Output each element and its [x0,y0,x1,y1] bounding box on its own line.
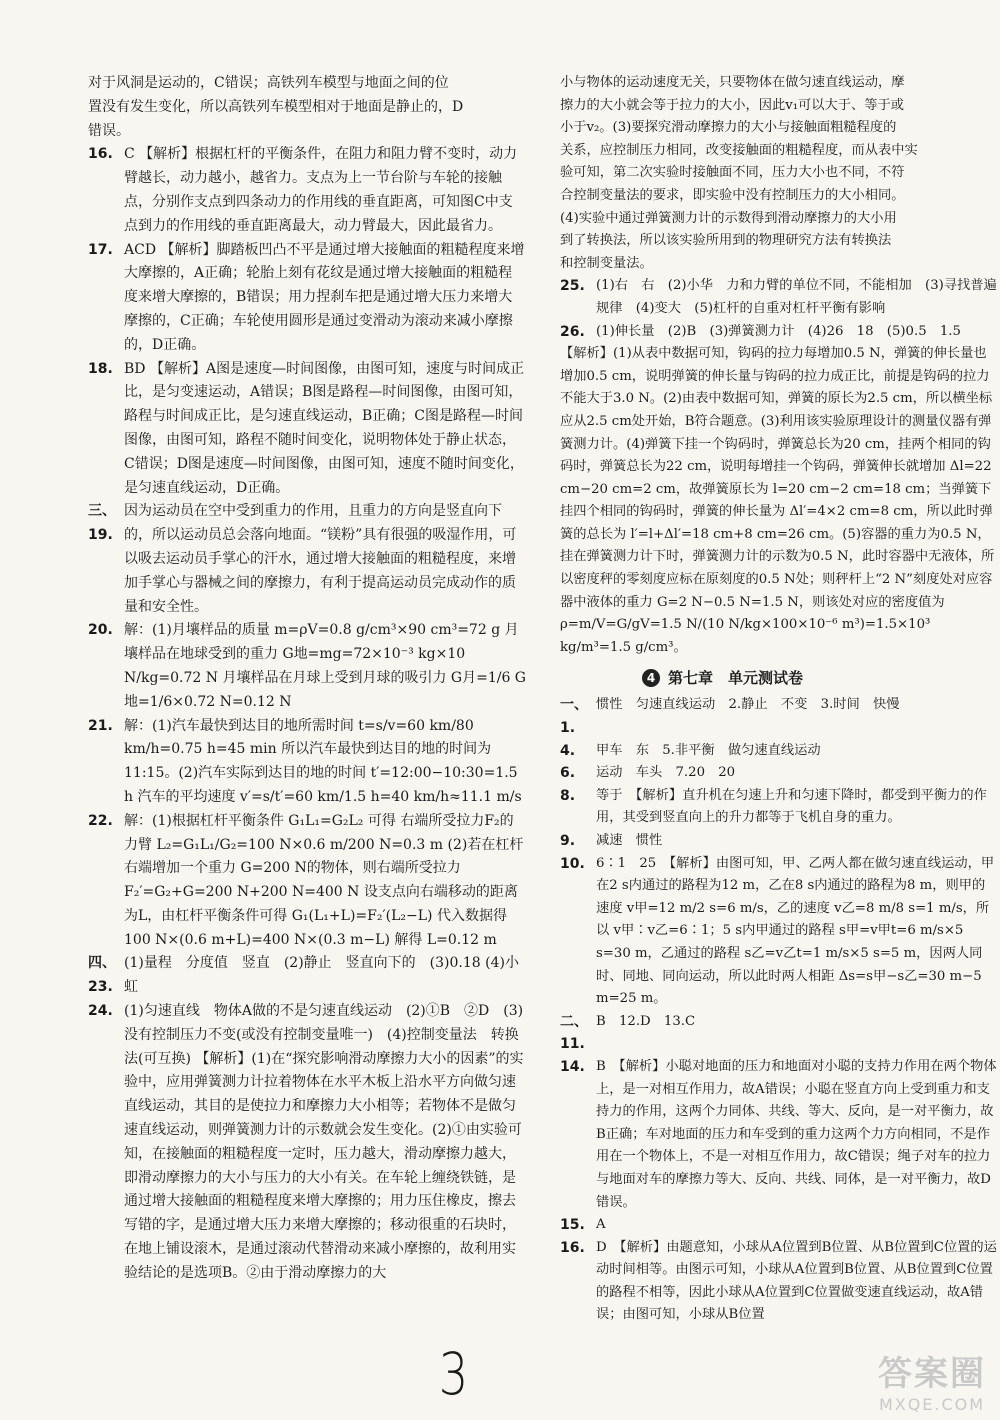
answer-item [88,500,526,619]
item-number: 8. [560,787,576,804]
item-number: 17. [88,241,113,258]
item-number: 16. [88,146,113,163]
item-text: (1)伸长量 (2)B (3)弹簧测力计 (4)26 18 (5)0.5 1.5 [596,323,961,339]
item-text: A [596,1217,606,1233]
item-number: 二、11. [560,1013,588,1053]
answer-item [560,1011,998,1056]
answer-item [560,853,998,1011]
item-number: 16. [560,1239,585,1256]
item-text: D 【解析】由题意知，小球从A位置到B位置、从B位置到C位置的运动时间相等。由图示可知，小球从A位置到B位置、从B位置到C位置的路程不相等，因此小球从A位置到C位置做变速直线运动，故A错误；由图可知，小球从B位置 [596,1239,997,1323]
item-text: 惯性 匀速直线运动 2.静止 不变 3.时间 快慢 [596,697,900,713]
answer-item [88,239,526,358]
item-text: (1)量程 分度值 竖直 (2)静止 竖直向下的 (3)0.18 (4)小虹 [124,955,519,996]
watermark-title: 答案圈 [878,1354,986,1394]
text-line: 关系，应控制压力相同，改变接触面的粗糙程度，而从表中实 [560,142,918,158]
text-line: 对于风洞是运动的，C错误；高铁列车模型与地面之间的位 [88,75,449,91]
text-line: 和控制变量法。 [560,255,653,271]
item-text: (1)匀速直线 物体A做的不是匀速直线运动 (2)①B ②D (3)没有控制压力不变(或没有控制变量唯一) (4)控制变量法 转换法(可互换) 【解析】(1)在“探究影响滑动摩擦力大小的因素”的实验中，应用弹簧测力计拉着物体在水平木板上沿水平方向做匀速直线运动，其目的是使拉力和摩擦力大小相等；若物体不是做匀速直线运动，则弹簧测力计的示数就会发生变化。(2)①由实验可知，在接触面的粗糙程度一定时，压力越大，滑动摩擦力越大，即滑动摩擦力的大小与压力的大小有关。在车轮上缠绕铁链，是通过增大接触面的粗糙程度来增大摩擦的；用力压住橡皮，擦去写错的字，是通过增大压力来增大摩擦的；移动很重的石块时，在地上铺设滚木，是通过滚动代替滑动来减小摩擦的，故利用实验结论的是选项B。②由于滑动摩擦力的大 [124,1003,524,1281]
item-text: 解：(1)汽车最快到达目的地所需时间 t=s/v=60 km/80 km/h=0.75 h=45 min 所以汽车最快到达目的地的时间为11:15。(2)汽车实际到达目的地的时间 t′=12:00−10:30=1.5 h 汽车的平均速度 v′=s/t′=60 km/1.5 h=40 km/h≈11.1 m/s [124,717,522,805]
text-line: 擦力的大小就会等于拉力的大小，因此v₁可以大于、等于或 [560,97,905,113]
answer-item [88,952,526,1000]
answer-item [560,321,998,344]
item-text: ACD 【解析】脚踏板凹凸不平是通过增大接触面的粗糙程度来增大摩擦的，A正确；轮胎上刻有花纹是通过增大接触面的粗糙程度来增大摩擦的，B错误；用力捏刹车把是通过增大压力来增大摩擦的，C正确；车轮使用圆形是通过变滑动为滚动来减小摩擦的，D正确。 [124,241,525,353]
answer-item [88,1000,526,1286]
text-line: 到了转换法，所以该实验所用到的物理研究方法有转换法 [560,233,892,249]
text-line: 置没有发生变化，所以高铁列车模型相对于地面是静止的，D [88,98,464,115]
watermark-url: MXQE.COM [878,1395,986,1414]
item-text: C 【解析】根据杠杆的平衡条件，在阻力和阻力臂不变时，动力臂越长，动力越小，越省力。支点为上一节台阶与车轮的接触点，分别作支点到四条动力的作用线的垂直距离，可知图C中支点到力的作用线的垂直距离最大，动力臂最大，因此最省力。 [124,146,518,234]
item-number: 6. [560,765,576,782]
item-number: 9. [560,833,576,849]
text-line: 错误。 [88,122,130,139]
item-number: 21. [88,717,113,734]
page-number: 3 [438,1340,469,1408]
item-number: 一、1. [560,697,588,737]
text-line: 小与物体的运动速度无关，只要物体在做匀速直线运动，摩 [560,75,905,90]
item-text: (1)右 右 (2)小华 力和力臂的单位不同，不能相加 (3)寻找普遍规律 (4)变大 (5)杠杆的自重对杠杆平衡有影响 [596,278,997,316]
item-text: BD 【解析】A图是速度—时间图像，由图可知，速度与时间成正比，是匀变速运动，A错误；B图是路程—时间图像，由图可知，路程与时间成正比，是匀速直线运动，B正确；C图是路程—时间图像，由图可知，路程不随时间变化，说明物体处于静止状态，C错误；D图是速度—时间图像，由图可知，速度不随时间变化，是匀速直线运动，D正确。 [124,360,525,496]
answer-item [560,275,998,320]
answer-item [560,740,998,763]
answer-item [88,715,526,810]
answer-item [88,810,526,953]
item-number: 22. [88,812,113,829]
answer-item [560,830,998,853]
text-line: 小于v₂。(3)要探究滑动摩擦力的大小与接触面粗糙程度的 [560,120,897,136]
answer-item [560,785,998,830]
item-number: 10. [560,855,585,872]
text-line: 合控制变量法的要求，即实验中没有控制压力的大小相同。 [560,187,905,203]
item-number: 18. [88,360,113,377]
analysis-26: 【解析】(1)从表中数据可知，钩码的拉力每增加0.5 N，弹簧的伸长量也增加0.5 cm，说明弹簧的伸长量与钩码的拉力成正比，前提是钩码的拉力不能大于3.0 N。(2)由表中数据可知，弹簧的原长为2.5 cm，所以横坐标应从2.5 cm处开始，B符合题意。(3)利用该实验原理设计的测量仪器有弹簧测力计。(4)弹簧下挂一个钩码时，弹簧总长为20 cm，挂两个相同的钩码时，弹簧总长为22 cm，说明每增挂一个钩码，弹簧伸长就增加 Δl=22 cm−20 cm=2 cm，故弹簧原长为 l=20 cm−2 cm=18 cm；当弹簧下挂四个相同的钩码时，弹簧的伸长量为 Δl′=4×2 cm=8 cm，所以此时弹簧的总长为 l′=l+Δl′=18 cm+8 cm=26 cm。(5)容器的重力为0.5 N，挂在弹簧测力计下时，弹簧测力计的示数为0.5 N，此时容器中无液体，所以密度秤的零刻度应标在原刻度的0.5 N处；则秤杆上“2 N”刻度处对应容器中液体的重力 G=2 N−0.5 N=1.5 N，则该处对应的密度值为 ρ=m/V=G/gV=1.5 N/(10 N/kg×100×10⁻⁶ m³)=1.5×10³ kg/m³=1.5 g/cm³。 [560,346,995,655]
answer-item [88,619,526,714]
answer-item [560,1237,998,1327]
answer-item [88,358,526,501]
item-number: 14. [560,1058,585,1075]
item-text: B 12.D 13.C [596,1013,696,1029]
item-text: 等于 【解析】直升机在匀速上升和匀速下降时，都受到平衡力的作用，其受到竖直向上的升力都等于飞机自身的重力。 [596,787,987,826]
item-number: 25. [560,278,585,295]
item-number: 26. [560,323,585,340]
answer-item [88,143,526,238]
item-number: 20. [88,622,113,639]
item-number: 24. [88,1003,113,1020]
item-number: 4. [560,742,576,759]
item-text: 减速 惯性 [596,833,663,848]
answer-item [560,1214,998,1237]
item-text: 6∶1 25 【解析】由图可知，甲、乙两人都在做匀速直线运动，甲在2 s内通过的路程为12 m，乙在8 s内通过的路程为8 m，则甲的速度 v甲=12 m/2 s=6 m/s，乙的速度 v乙=8 m/8 s=1 m/s，所以 v甲∶v乙=6∶1；5 s内甲通过的路程 s甲=v甲t=6 m/s×5 s=30 m，乙通过的路程 s乙=v乙t=1 m/s×5 s=5 m，因两人同时、同地、同向运动，所以此时两人相距 Δs=s甲−s乙=30 m−5 m=25 m。 [596,855,995,1007]
chapter-title: 第七章 单元测试卷 [668,669,804,688]
item-number: 15. [560,1217,585,1234]
item-text: B 【解析】小聪对地面的压力和地面对小聪的支持力作用在两个物体上，是一对相互作用力，故A错误；小聪在竖直方向上受到重力和支持力的作用，这两个力同体、共线、等大、反向，是一对平衡力，故B正确；车对地面的压力和车受到的重力这两个力方向相同，不是作用在一个物体上，不是一对相互作用力，故C错误；绳子对车的拉力与地面对车的摩擦力等大、反向、共线、同体，是一对平衡力，故D错误。 [596,1058,997,1210]
item-text: 因为运动员在空中受到重力的作用，且重力的方向是竖直向下的，所以运动员总会落向地面。“镁粉”具有很强的吸湿作用，可以吸去运动员手掌心的汗水，通过增大接触面的粗糙程度，来增加手掌心与器械之间的摩擦力，有利于提高运动员完成动作的质量和安全性。 [124,503,517,615]
right-column [560,72,998,1327]
item-number: 三、19. [88,503,116,544]
item-text: 甲车 东 5.非平衡 做匀速直线运动 [596,742,821,758]
left-column [88,72,526,1286]
text-line: (4)实验中通过弹簧测力计的示数得到滑动摩擦力的大小用 [560,210,897,226]
answer-item [560,762,998,785]
answer-item [560,694,998,739]
watermark-logo [878,1346,986,1414]
item-text: 解：(1)月壤样品的质量 m=ρV=0.8 g/cm³×90 cm³=72 g 月壤样品在地球受到的重力 G地=mg=72×10⁻³ kg×10 N/kg=0.72 N 月壤样品在月球上受到月球的吸引力 G月=1/6 G地=1/6×0.72 N=0.12 N [124,622,526,710]
item-number: 四、23. [88,955,116,996]
chapter-badge: 4 [642,669,660,687]
item-text: 解：(1)根据杠杆平衡条件 G₁L₁=G₂L₂ 可得 右端所受拉力F₂的力臂 L₂=G₁L₁/G₂=100 N×0.6 m/200 N=0.3 m (2)若在杠杆右端增加一个重力 G=200 N的物体，则右端所受拉力 F₂′=G₂+G=200 N+200 N=400 N 设支点向右端移动的距离为L，由杠杆平衡条件可得 G₁(L₁+L)=F₂′(L₂−L) 代入数据得 100 N×(0.6 m+L)=400 N×(0.3 m−L) 解得 L=0.12 m [124,812,524,948]
text-line: 验可知，第二次实验时接触面不同，压力大小也不同，不符 [560,165,905,181]
chapter-heading [642,667,998,688]
answer-item [560,1056,998,1214]
item-text: 运动 车头 7.20 20 [596,765,736,781]
